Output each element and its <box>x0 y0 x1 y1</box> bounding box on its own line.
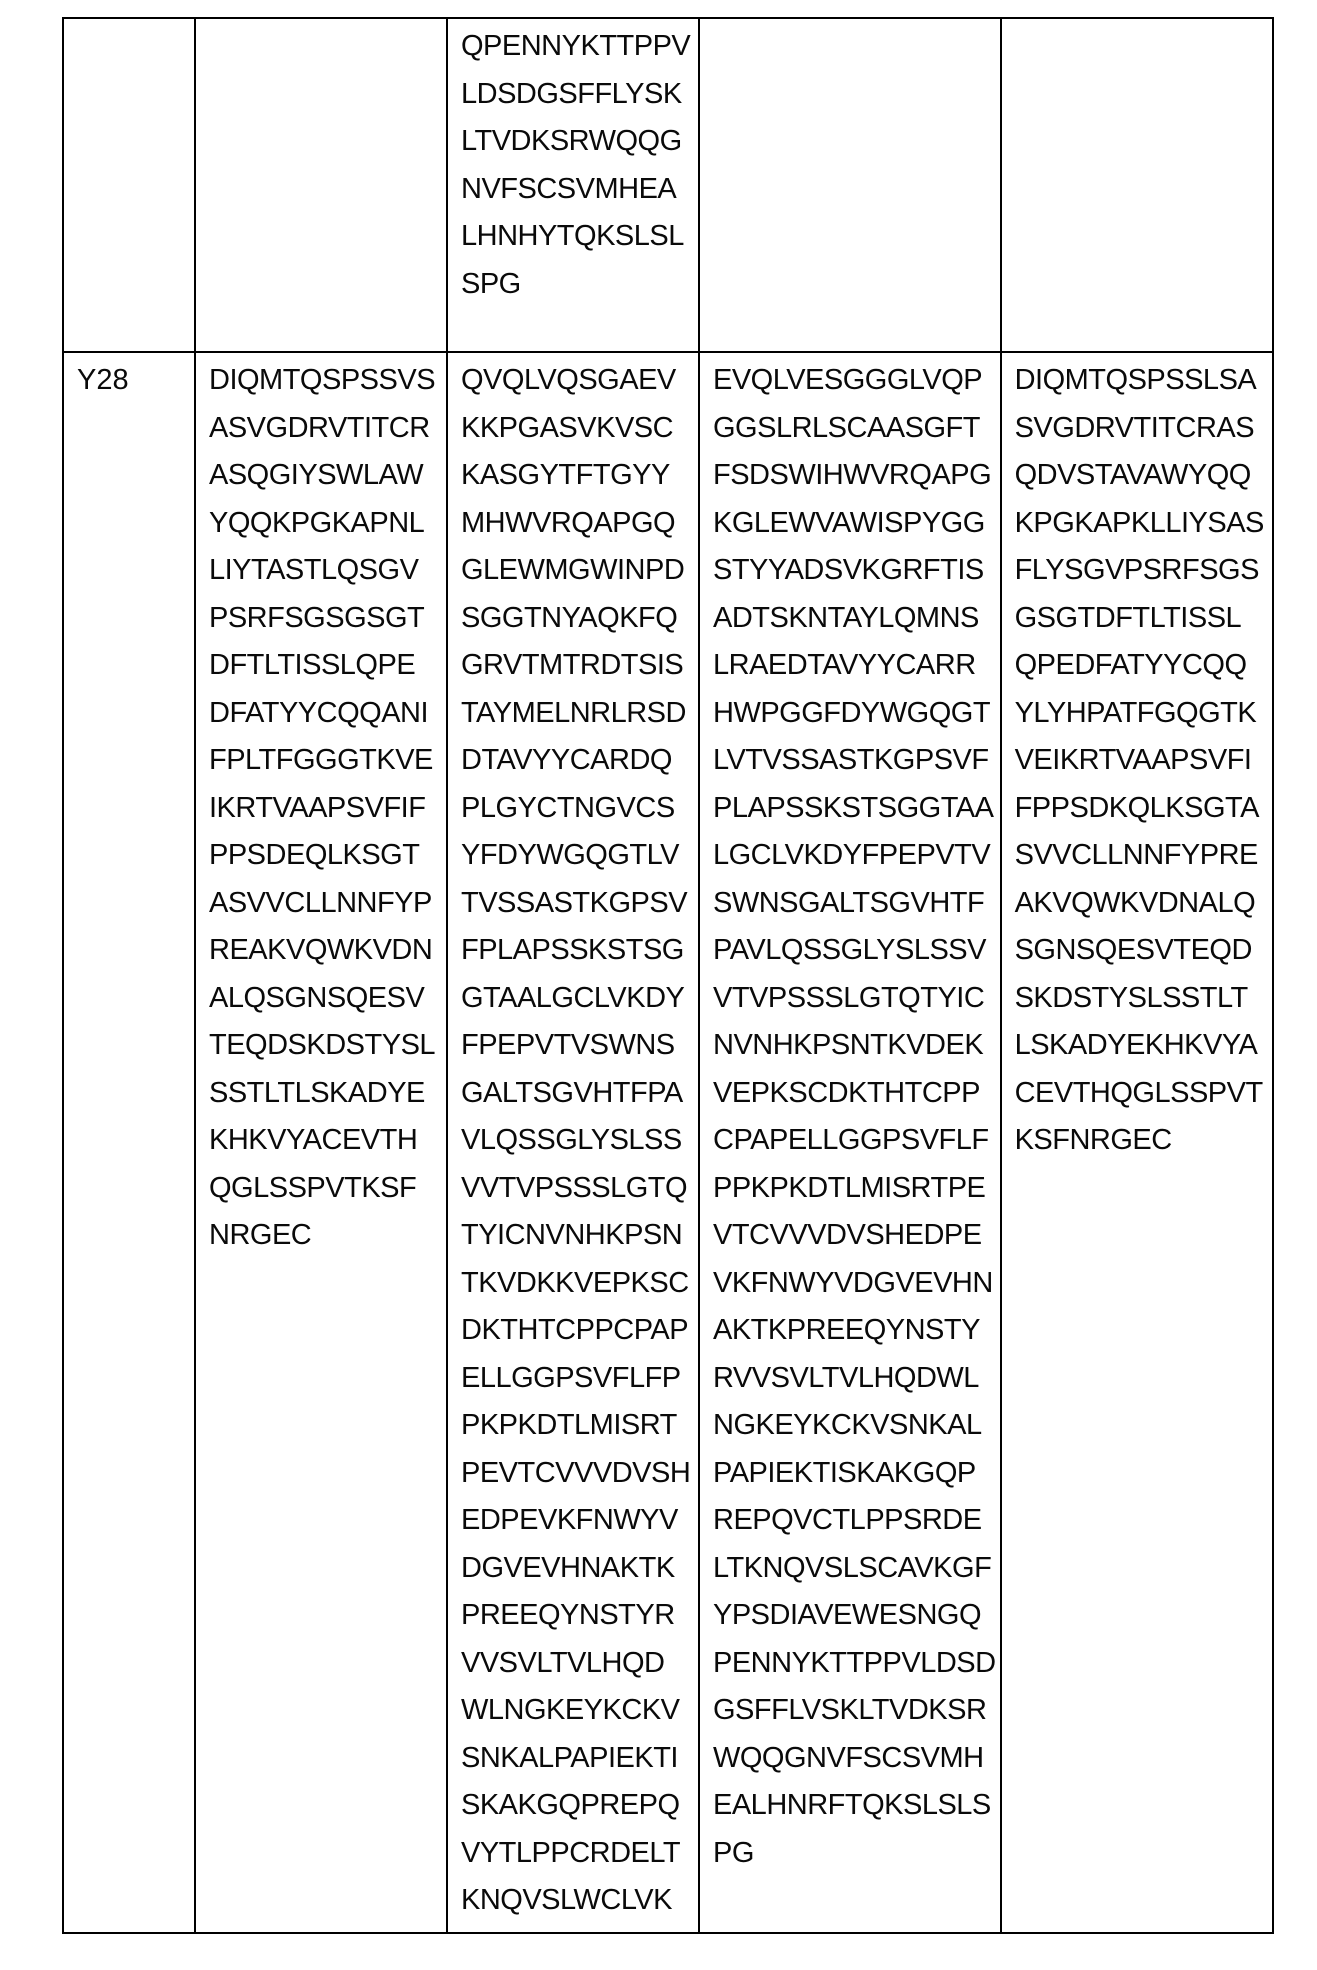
sequence-line: ALQSGNSQESV <box>209 981 425 1014</box>
sequence-line: YFDYWGQGTLV <box>461 839 679 871</box>
sequence-line: IKRTVAAPSVFIF <box>209 791 426 824</box>
sequence-line: DGVEVHNAKTK <box>461 1551 675 1584</box>
sequence-cell-heavy-chain-b <box>699 352 1001 1933</box>
sequence-line: QPENNYKTTPPV <box>461 30 691 62</box>
sequence-line: YLYHPATFGQGTK <box>1014 696 1257 729</box>
sequence-line: LGCLVKDYFPEPVTV <box>713 839 991 871</box>
sequence-line: PEVTCVVVDVSH <box>461 1456 691 1489</box>
sequence-table <box>62 17 1274 1934</box>
sequence-line: VEPKSCDKTHTCPP <box>713 1076 980 1109</box>
sequence-line: NRGEC <box>209 1219 312 1251</box>
sequence-line: QVQLVQSGAEV <box>461 364 676 396</box>
sequence-line: FSDSWIHWVRQAPG <box>713 459 992 491</box>
sequence-line: LIYTASTLQSGV <box>209 554 419 586</box>
sequence-line: GALTSGVHTFPA <box>461 1076 683 1109</box>
sequence-line: GSFFLVSKLTVDKSR <box>713 1694 987 1726</box>
sequence-line: GGSLRLSCAASGFT <box>713 411 980 444</box>
sequence-line: WQQGNVFSCSVMH <box>713 1741 984 1774</box>
sequence-line: VEIKRTVAAPSVFI <box>1014 744 1252 776</box>
sequence-line: PPKPKDTLMISRTPE <box>713 1171 986 1204</box>
sequence-line: PENNYKTTPPVLDSD <box>713 1646 996 1679</box>
sequence-line: LTKNQVSLSCAVKGF <box>713 1551 992 1584</box>
sequence-line: VTVPSSSLGTQTYIC <box>713 981 985 1014</box>
sequence-line: KNQVSLWCLVK <box>461 1884 672 1916</box>
sequence-line: TYICNVNHKPSN <box>461 1219 683 1251</box>
sequence-line: KASGYTFTGYY <box>461 459 670 491</box>
sequence-line: TAYMELNRLRSD <box>461 696 686 729</box>
sequence-line: KSFNRGEC <box>1014 1124 1172 1156</box>
sequence-line: KPGKAPKLLIYSAS <box>1014 506 1264 539</box>
sequence-line: ASQGIYSWLAW <box>209 459 424 491</box>
sequence-line: GSGTDFTLTISSL <box>1014 601 1242 634</box>
sequence-line: KHKVYACEVTH <box>209 1124 418 1156</box>
sequence-line: LVTVSSASTKGPSVF <box>713 744 989 776</box>
sequence-line: PSRFSGSGSGT <box>209 601 425 634</box>
sequence-line: PREEQYNSTYR <box>461 1599 675 1631</box>
sequence-line: SSTLTLSKADYE <box>209 1076 425 1109</box>
sequence-line: VTCVVVDVSHEDPE <box>713 1219 982 1251</box>
sequence-line: LHNHYTQKSLSL <box>461 220 684 252</box>
sequence-line: REPQVCTLPPSRDE <box>713 1504 982 1536</box>
sequence-line: EVQLVESGGGLVQP <box>713 364 983 396</box>
sequence-line: LSKADYEKHKVYA <box>1014 1029 1258 1061</box>
sequence-line: FPLAPSSKSTSG <box>461 934 684 966</box>
sequence-line: NVFSCSVMHEA <box>461 172 677 205</box>
sequence-line: TKVDKKVEPKSC <box>461 1266 689 1299</box>
sequence-line: YQQKPGKAPNL <box>209 506 425 539</box>
sequence-line: REAKVQWKVDN <box>209 934 433 966</box>
sequence-line: QDVSTAVAWYQQ <box>1014 459 1251 491</box>
sequence-line: NVNHKPSNTKVDEK <box>713 1029 984 1061</box>
sequence-line: PG <box>713 1836 754 1869</box>
sequence-line: EDPEVKFNWYV <box>461 1504 678 1536</box>
sequence-line: TEQDSKDSTYSL <box>209 1029 436 1061</box>
sequence-line: SNKALPAPIEKTI <box>461 1741 678 1774</box>
sequence-line: NGKEYKCKVSNKAL <box>713 1409 982 1441</box>
sequence-line: AKVQWKVDNALQ <box>1014 886 1256 919</box>
sequence-line: QGLSSPVTKSF <box>209 1171 417 1204</box>
sequence-cell-light-chain-b <box>1001 352 1273 1933</box>
sequence-line: SPG <box>461 267 521 300</box>
sequence-cell-light-chain-a <box>195 18 447 352</box>
sequence-line: GRVTMTRDTSIS <box>461 649 684 681</box>
sequence-line: RVVSVLTVLHQDWL <box>713 1361 979 1394</box>
sequence-line: QPEDFATYYCQQ <box>1014 649 1247 681</box>
sequence-line: Y28 <box>77 364 129 396</box>
sequence-line: FPPSDKQLKSGTA <box>1014 791 1259 824</box>
sequence-cell-heavy-chain-a <box>447 352 699 1933</box>
sequence-line: DIQMTQSPSSVS <box>209 364 436 396</box>
sequence-line: DFTLTISSLQPE <box>209 649 416 681</box>
sequence-line: SGGTNYAQKFQ <box>461 601 678 634</box>
sequence-cell-light-chain-b <box>1001 18 1273 352</box>
sequence-line: ELLGGPSVFLFP <box>461 1361 681 1394</box>
sequence-line: DTAVYYCARDQ <box>461 744 672 776</box>
table-row <box>63 352 1273 1933</box>
table-row-continued <box>63 18 1273 352</box>
sequence-line: LRAEDTAVYYCARR <box>713 649 976 681</box>
sequence-line: ASVVCLLNNFYP <box>209 886 432 919</box>
sequence-line: SGNSQESVTEQD <box>1014 934 1252 966</box>
sequence-line: AKTKPREEQYNSTY <box>713 1314 980 1346</box>
sequence-line: VLQSSGLYSLSS <box>461 1124 682 1156</box>
sequence-line: STYYADSVKGRFTIS <box>713 554 984 586</box>
sequence-cell-heavy-chain-b <box>699 18 1001 352</box>
sequence-line: FPEPVTVSWNS <box>461 1029 675 1061</box>
sequence-line: HWPGGFDYWGQGT <box>713 696 991 729</box>
sequence-line: ADTSKNTAYLQMNS <box>713 601 979 634</box>
sequence-line: VKFNWYVDGVEVHN <box>713 1266 993 1299</box>
sequence-cell-light-chain-a <box>195 352 447 1933</box>
sequence-line: VVSVLTVLHQD <box>461 1646 665 1679</box>
sequence-line: KKPGASVKVSC <box>461 411 674 444</box>
sequence-line: SKAKGQPREPQ <box>461 1789 680 1821</box>
sequence-line: VYTLPPCRDELT <box>461 1836 681 1869</box>
sequence-line: MHWVRQAPGQ <box>461 506 676 539</box>
sequence-line: SVVCLLNNFYPRE <box>1014 839 1258 871</box>
sequence-line: TVSSASTKGPSV <box>461 886 688 919</box>
sequence-line: PAVLQSSGLYSLSSV <box>713 934 986 966</box>
sequence-line: PPSDEQLKSGT <box>209 839 420 871</box>
row-label-cell <box>63 352 195 1933</box>
sequence-line: EALHNRFTQKSLSLS <box>713 1789 991 1821</box>
sequence-line: FPLTFGGGTKVE <box>209 744 433 776</box>
sequence-line: LTVDKSRWQQG <box>461 125 682 157</box>
sequence-line: VVTVPSSSLGTQ <box>461 1171 688 1204</box>
sequence-line: PAPIEKTISKAKGQP <box>713 1456 976 1489</box>
sequence-line: LDSDGSFFLYSK <box>461 77 682 110</box>
sequence-line: YPSDIAVEWESNGQ <box>713 1599 982 1631</box>
sequence-line: DIQMTQSPSSLSA <box>1014 364 1257 396</box>
sequence-line: DFATYYCQQANI <box>209 696 429 729</box>
sequence-line: DKTHTCPPCPAP <box>461 1314 689 1346</box>
sequence-line: ASVGDRVTITCR <box>209 411 430 444</box>
sequence-line: CEVTHQGLSSPVT <box>1014 1076 1263 1109</box>
sequence-line: SVGDRVTITCRAS <box>1014 411 1255 444</box>
row-label-cell <box>63 18 195 352</box>
sequence-line: SWNSGALTSGVHTF <box>713 886 985 919</box>
sequence-line: GTAALGCLVKDY <box>461 981 685 1014</box>
sequence-line: PLGYCTNGVCS <box>461 791 675 824</box>
sequence-line: CPAPELLGGPSVFLF <box>713 1124 989 1156</box>
sequence-line: KGLEWVAWISPYGG <box>713 506 985 539</box>
sequence-line: WLNGKEYKCKV <box>461 1694 680 1726</box>
sequence-cell-heavy-chain-a <box>447 18 699 352</box>
sequence-line: GLEWMGWINPD <box>461 554 685 586</box>
sequence-line: PLAPSSKSTSGGTAA <box>713 791 994 824</box>
sequence-line: PKPKDTLMISRT <box>461 1409 677 1441</box>
sequence-line: SKDSTYSLSSTLT <box>1014 981 1248 1014</box>
sequence-line: FLYSGVPSRFSGS <box>1014 554 1259 586</box>
